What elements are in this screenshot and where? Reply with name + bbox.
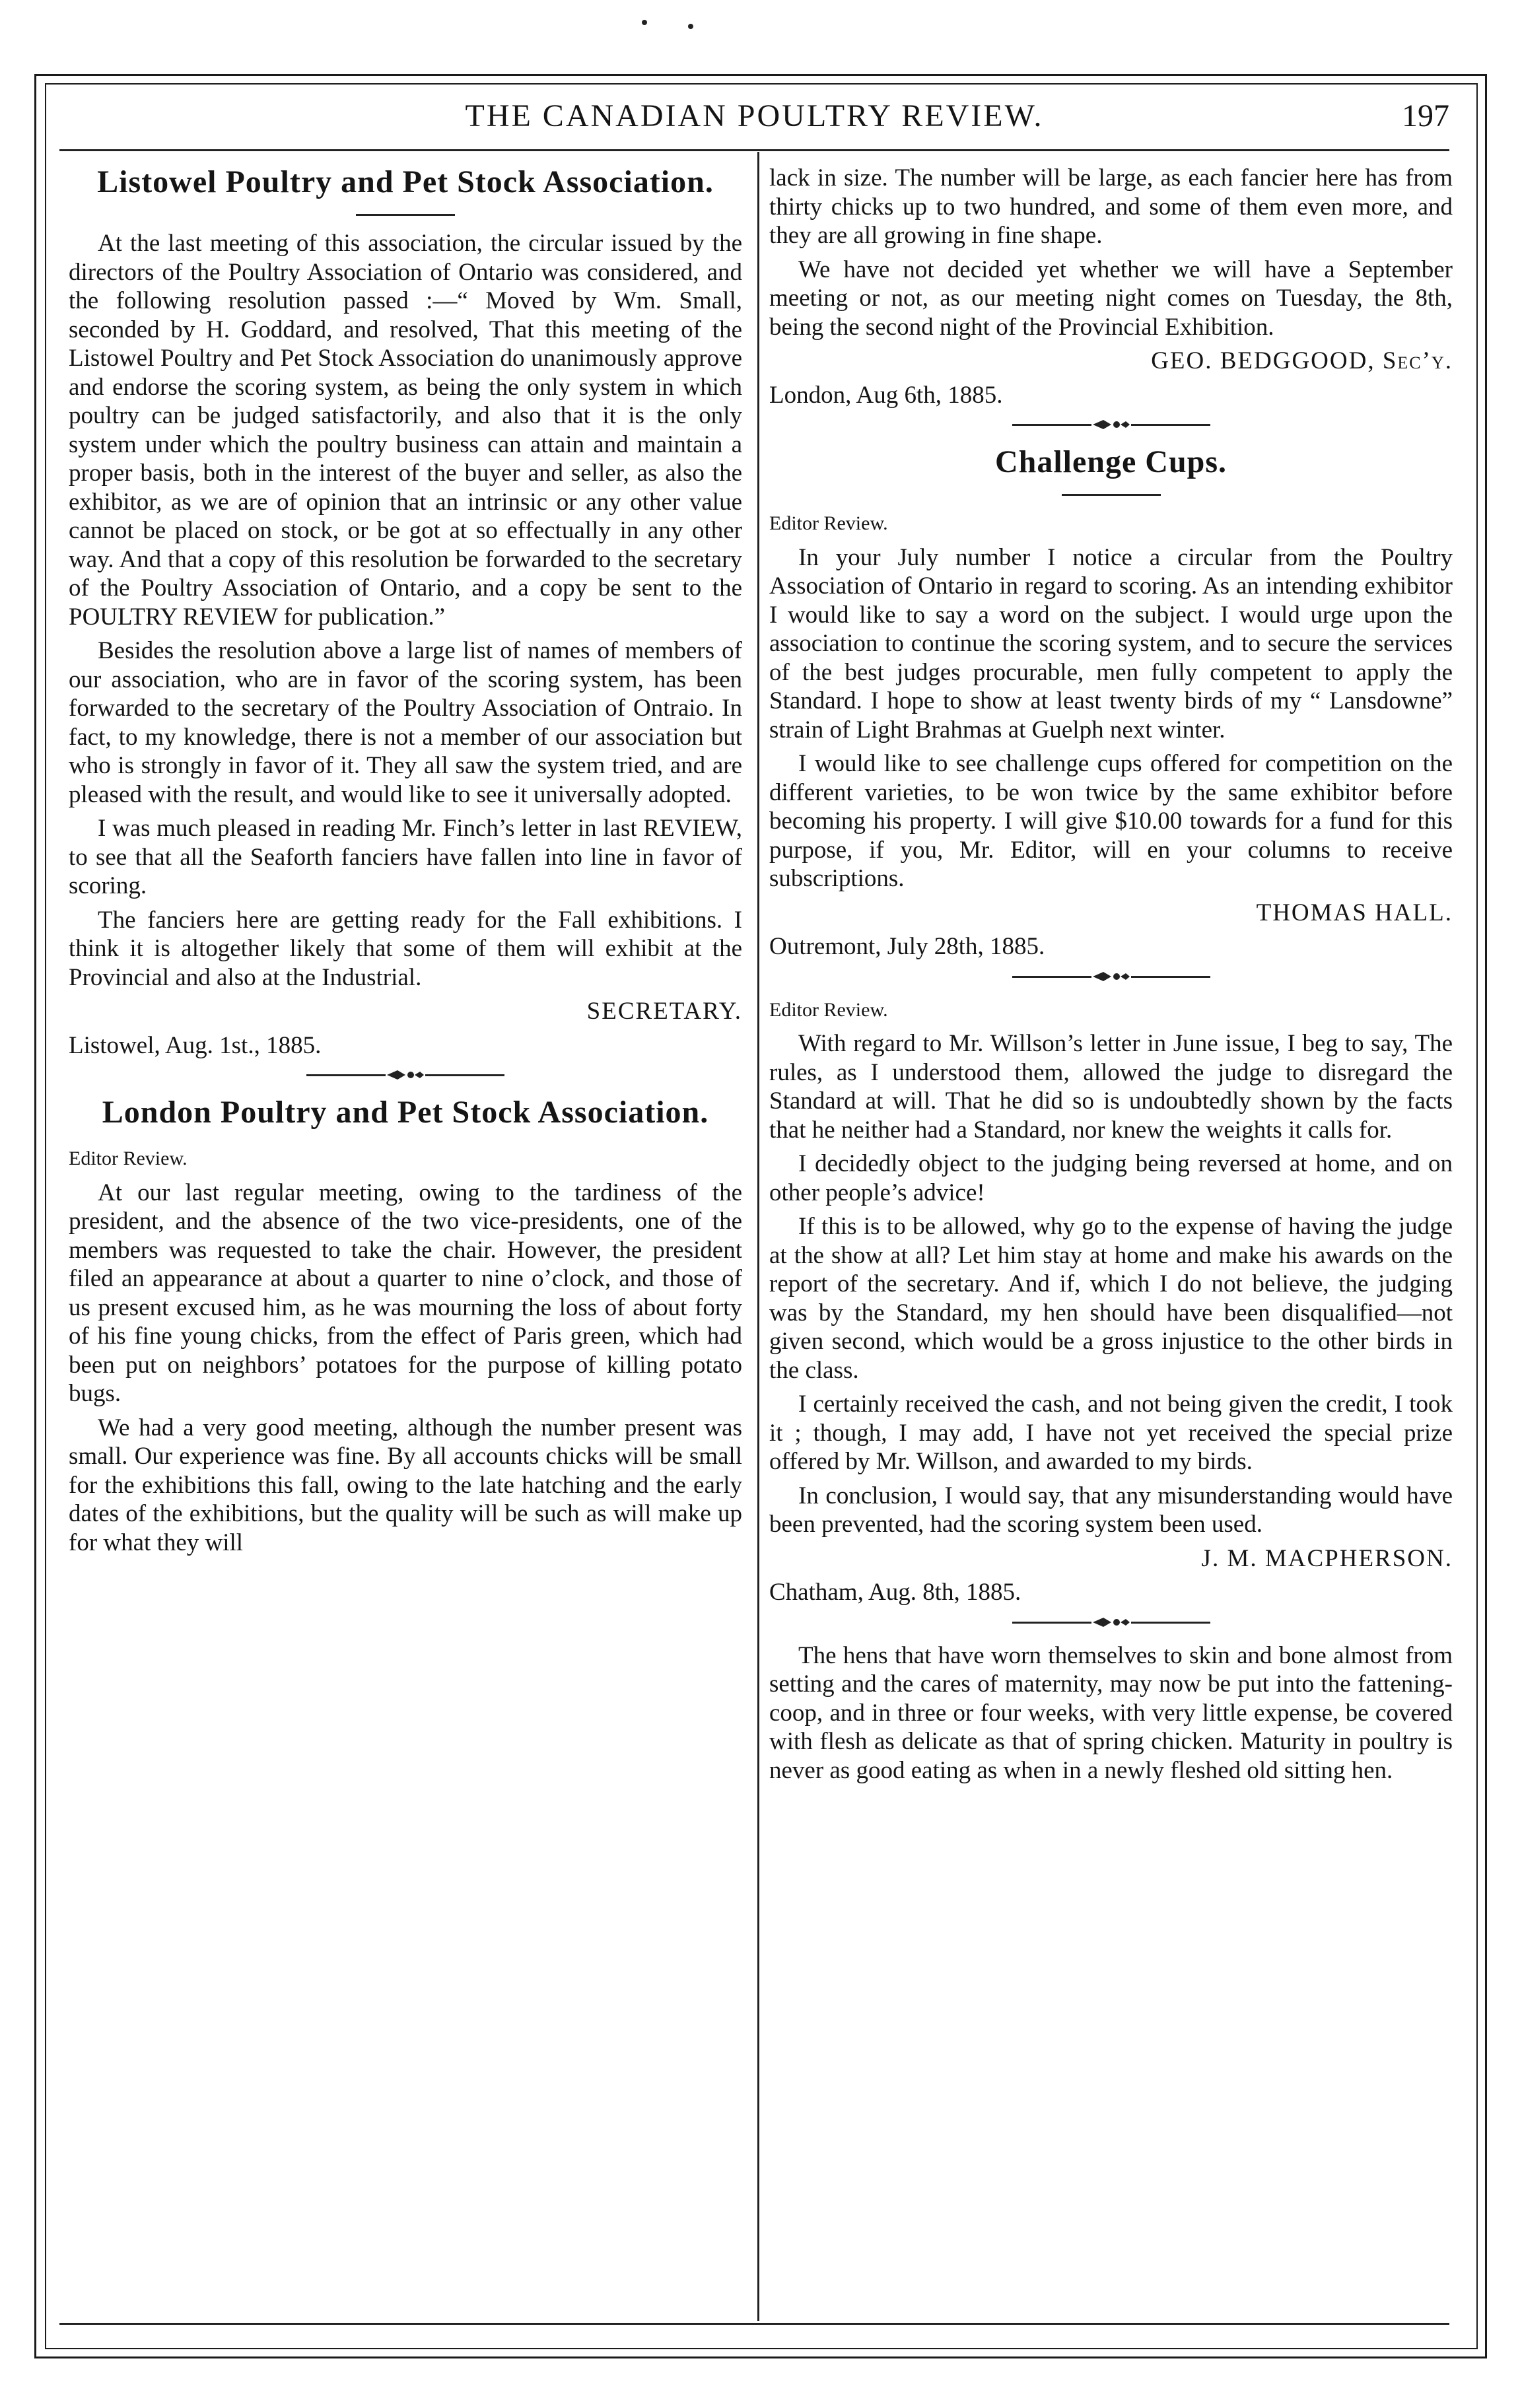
paragraph: In conclusion, I would say, that any misunderstanding would have been prevented, had the scoring system been used. [769, 1482, 1453, 1538]
salutation: Editor Review. [769, 512, 888, 534]
section-ornament [1012, 419, 1210, 430]
paragraph: lack in size. The number will be large, as each fancier here has from thirty chicks up to two hundred, and some of them even more, and they are all growing in fine shape. [769, 164, 1453, 249]
paragraph: We have not decided yet whether we will have a September meeting or not, as our meeting night comes on Tuesday, the 8th, being the second night of the Provincial Exhibition. [769, 256, 1453, 341]
section-ornament [1012, 971, 1210, 982]
signature: SECRETARY. [586, 998, 742, 1025]
left-column [69, 164, 742, 1562]
dateline: Listowel, Aug. 1st., 1885. [69, 1031, 322, 1059]
speck [688, 24, 693, 29]
paragraph: I would like to see challenge cups offered for competition on the different varieties, to be won twice by the same exhibitor before becoming his property. I will give $10.00 towards for a fund for this purpose, if you, Mr. Editor, will en your columns to receive subscriptions. [769, 750, 1453, 892]
section-ornament [306, 1069, 504, 1081]
salutation: Editor Review. [69, 1148, 188, 1169]
dateline: Chatham, Aug. 8th, 1885. [769, 1579, 1021, 1606]
right-column [769, 164, 1453, 1790]
signature: THOMAS HALL. [1256, 899, 1453, 926]
paragraph: In your July number I notice a circular from the Poultry Association of Ontario in regard to scoring. As an intending exhibitor I would like to say a word on the subject. I would urge upon the association to continue the scoring system, and to secure the services of the best judges procurable, men fully competent to apply the Standard. I hope to show at least twenty birds of my “ Lansdowne” strain of Light Brahmas at Guelph next winter. [769, 543, 1453, 743]
paragraph: At our last regular meeting, owing to the tardiness of the president, and the absence of the two vice-presidents, one of the members was requested to take the chair. However, the president filed an appearance at about a quarter to nine o’clock, and those of us present excused him, as he was mourning the loss of about forty of his fine young chicks, from the effect of Paris green, which had been put on neighbors’ potatoes for the purpose of killing potato bugs. [69, 1179, 742, 1407]
article-title: Challenge Cups. [994, 444, 1227, 479]
paragraph: The fanciers here are getting ready for the Fall exhibitions. I think it is altogether likely that some of them will exhibit at the Provincial and also at the Industrial. [69, 906, 742, 991]
paragraph: I decidedly object to the judging being reversed at home, and on other people’s advice! [769, 1150, 1453, 1206]
title-rule [356, 214, 455, 216]
article-title: Listowel Poultry and Pet Stock Association. [97, 164, 714, 199]
section-ornament [1012, 1616, 1210, 1628]
title-rule [1062, 494, 1161, 496]
signature: GEO. BEDGGOOD, Sec’y. [1151, 347, 1453, 374]
speck [642, 20, 647, 25]
footer-rule [59, 2323, 1449, 2325]
paragraph: We had a very good meeting, although the number present was small. Our experience was fine. By all accounts chicks will be small for the exhibitions this fall, owing to the late hatching and the early dates of the exhibitions, but the quality will be such as will make up for what they will [69, 1414, 742, 1556]
dateline: Outremont, July 28th, 1885. [769, 933, 1045, 960]
paragraph: If this is to be allowed, why go to the expense of having the judge at the show at all? Let him stay at home and make his awards on the report of the secretary. And if, which I do not believe, the judging was by the Standard, my hen should have been disqualified—not given second, which would be a gross injustice to the other birds in the class. [769, 1213, 1453, 1384]
salutation: Editor Review. [769, 998, 888, 1021]
header-rule [59, 149, 1449, 151]
paragraph: I was much pleased in reading Mr. Finch’s letter in last REVIEW, to see that all the Seaforth fanciers have fallen into line in favor of scoring. [69, 815, 742, 899]
column-separator [757, 152, 759, 2321]
paragraph: The hens that have worn themselves to skin and bone almost from setting and the cares of maternity, may now be put into the fattening-coop, and in three or four weeks, with very little expense, be covered with flesh as delicate as that of spring chicken. Maturity in poultry is never as good eating as when in a newly fleshed old sitting hen. [769, 1641, 1453, 1784]
signature: J. M. MACPHERSON. [1201, 1544, 1453, 1572]
article-title: London Poultry and Pet Stock Association. [102, 1095, 709, 1130]
paragraph: At the last meeting of this association, the circular issued by the directors of the Poultry Association of Ontario was considered, and the following resolution passed :—“ Moved by Wm. Small, seconded by H. Goddard, and resolved, That this meeting of the Listowel Poultry and Pet Stock Association do unanimously approve and endorse the scoring system, as being the only system in which poultry can be judged satisfactorily, and also that it is the only system under which the poultry business can attain and maintain a proper basis, both in the interest of the buyer and seller, as also the exhibitor, as we are of opinion that an intrinsic or any other value cannot be placed on stock, or be got at so effectually in any other way. And that a copy of this resolution be forwarded to the secretary of the Poultry Association of Ontario, and a copy be sent to the POULTRY REVIEW for publication.” [69, 230, 742, 631]
dateline: London, Aug 6th, 1885. [769, 381, 1003, 409]
paragraph: Besides the resolution above a large list of names of members of our association, who are in favor of the scoring system, has been forwarded to the secretary of the Poultry Association of Ontraio. In fact, to my knowledge, there is not a member of our association but who is strongly in favor of it. They all saw the system tried, and are pleased with the result, and would like to see it universally adopted. [69, 637, 742, 808]
paragraph: I certainly received the cash, and not being given the credit, I took it ; though, I may add, I have not yet received the special prize offered by Mr. Willson, and awarded to my birds. [769, 1391, 1453, 1475]
running-header [59, 98, 1449, 144]
paragraph: With regard to Mr. Willson’s letter in June issue, I beg to say, The rules, as I understood them, allowed the judge to disregard the Standard at will. That he did so is undoubtedly shown by the facts that he neither had a Standard, nor knew the weights it calls for. [769, 1030, 1453, 1144]
journal-title: THE CANADIAN POULTRY REVIEW. [465, 98, 1044, 133]
page-number: 197 [1402, 98, 1449, 133]
